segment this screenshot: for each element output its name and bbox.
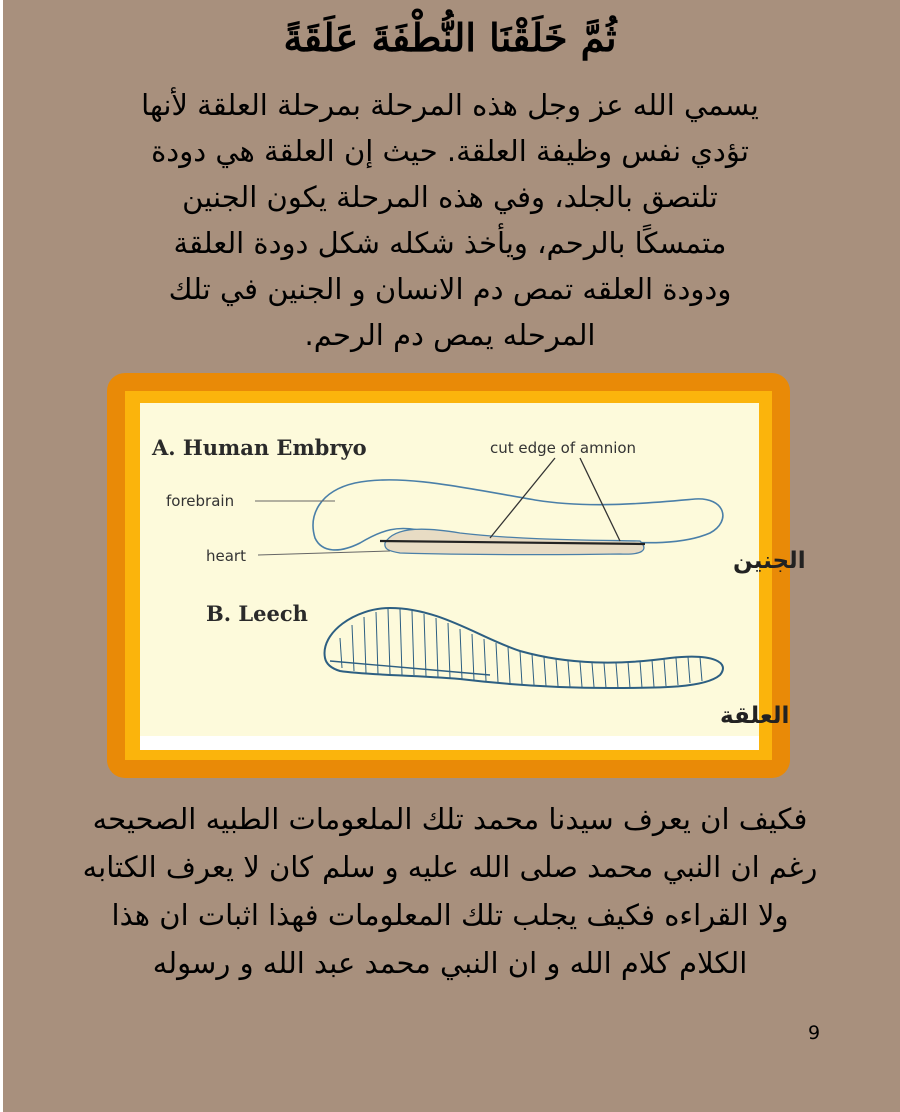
page-heading: ثُمَّ خَلَقْنَا النُّطْفَةَ عَلَقَةً: [283, 15, 617, 60]
leech-body: [325, 608, 723, 688]
paragraph-line: ولا القراءه فكيف يجلب تلك المعلومات فهذا اثبات ان هذا: [111, 898, 789, 932]
label-cut-edge-amnion: cut edge of amnion: [490, 439, 637, 457]
paragraph-line: فكيف ان يعرف سيدنا محمد تلك الملعومات الطبيه الصحيحه: [92, 802, 808, 836]
conclusion-paragraph: [5, 795, 895, 987]
intro-paragraph: [50, 82, 850, 358]
paragraph-line: تؤدي نفس وظيفة العلقة. حيث إن العلقة هي دودة: [151, 134, 749, 168]
paragraph-line: رغم ان النبي محمد صلى الله عليه و سلم كان لا يعرف الكتابه: [82, 850, 818, 884]
label-embryo-arabic: الجنين: [733, 548, 806, 574]
paragraph-line: ودودة العلقه تمص دم الانسان و الجنين في تلك: [168, 272, 732, 306]
figure-bottom-strip: [140, 736, 759, 750]
page-number: 9: [808, 1022, 821, 1044]
paragraph-line: تلتصق بالجلد، وفي هذه المرحلة يكون الجنين: [182, 180, 718, 214]
paragraph-line: المرحله يمص دم الرحم.: [304, 318, 596, 352]
label-leech-arabic: العلقة: [720, 703, 790, 729]
label-forebrain: forebrain: [166, 492, 235, 510]
paragraph-line: الكلام كلام الله و ان النبي محمد عبد الله و رسوله: [152, 946, 748, 980]
label-leech: B. Leech: [206, 601, 308, 626]
heart-pointer: [258, 551, 390, 555]
paragraph-line: متمسكًا بالرحم، ويأخذ شكله شكل دودة العلقة: [173, 226, 727, 260]
figure-drawing: [140, 403, 806, 749]
amnion-pointer-left: [490, 458, 555, 538]
label-heart: heart: [206, 547, 246, 565]
page-left-edge: [0, 0, 3, 1112]
label-human-embryo: A. Human Embryo: [152, 435, 367, 460]
embryo-leech-figure: [140, 403, 806, 749]
paragraph-line: يسمي الله عز وجل هذه المرحلة بمرحلة العلقة لأنها: [141, 88, 759, 122]
amnion-pointer-right: [580, 458, 620, 541]
